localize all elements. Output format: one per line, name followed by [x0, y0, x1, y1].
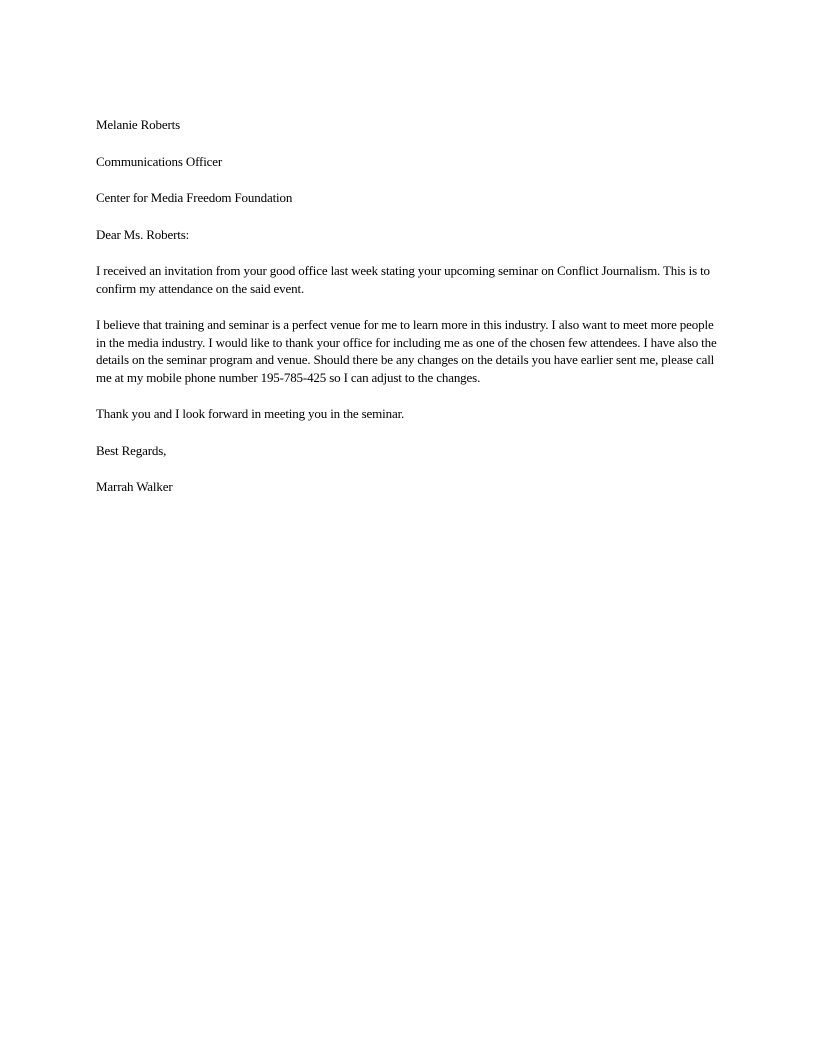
paragraph-invitation: I received an invitation from your good office last week stating your upcoming seminar on Conflict Journalism. This is to confirm my attendance on the said event.	[96, 263, 710, 296]
signature-name: Marrah Walker	[96, 479, 173, 494]
recipient-organization: Center for Media Freedom Foundation	[96, 190, 293, 205]
letter-body	[96, 116, 720, 515]
recipient-title: Communications Officer	[96, 153, 223, 169]
recipient-name: Melanie Roberts	[96, 117, 181, 132]
salutation: Dear Ms. Roberts:	[96, 226, 190, 242]
paragraph-details: I believe that training and seminar is a perfect venue for me to learn more in this industry. I also want to meet more people in the media industry. I would like to thank your office for including me as one of the chosen few attendees. I have also the details on the seminar program and venue. Should there be any changes on the details you have earlier sent me, please call me at my mobile phone number 195-785-425 so I can adjust to the changes.	[96, 317, 717, 385]
closing: Best Regards,	[96, 442, 167, 458]
paragraph-thanks: Thank you and I look forward in meeting you in the seminar.	[96, 406, 405, 421]
